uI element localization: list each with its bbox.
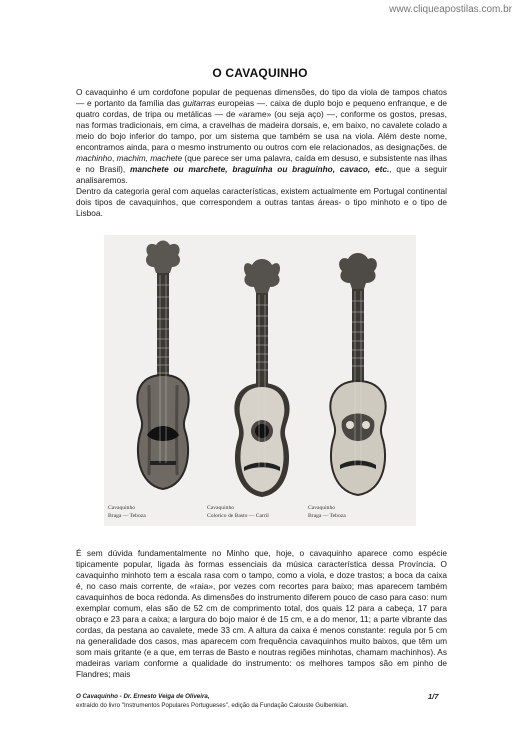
footer-author: O Cavaquinho - Dr. Ernesto Veiga de Oliveira, bbox=[76, 693, 210, 700]
text-run: (que parece ser uma palavra, caída em desuso, e subsistente nas ilhas e no Brasil), bbox=[76, 153, 447, 174]
text-run: O cavaquinho é um cordofone popular de pequenas dimensões, do tipo da viola de tampos chatos — e portanto da família das bbox=[76, 87, 447, 108]
instruments-illustration bbox=[104, 235, 416, 526]
page-number: 1/7 bbox=[428, 692, 439, 701]
cavaquinho-2 bbox=[234, 259, 289, 497]
caption-line: Colorico de Basto — Carril bbox=[207, 512, 269, 519]
caption-line: Braga — Teboza bbox=[308, 512, 346, 519]
italic-term: machim, machete bbox=[116, 153, 183, 163]
footer-source: extraído do livro "Instrumentos Populares Portugueses", edição da Fundação Calouste Gulbenkian. bbox=[76, 702, 349, 709]
site-url[interactable]: www.cliqueapostilas.com.br bbox=[389, 4, 512, 15]
italic-term: guitarras bbox=[182, 98, 216, 108]
caption-line: Cavaquinho bbox=[108, 505, 136, 511]
paragraph-intro bbox=[76, 87, 447, 186]
caption-line: Braga — Teboza bbox=[108, 512, 146, 519]
page-title: O CAVAQUINHO bbox=[212, 66, 308, 80]
photo-caption-1 bbox=[108, 505, 146, 520]
italic-term: machinho bbox=[76, 153, 112, 163]
cavaquinho-1 bbox=[137, 241, 188, 490]
photo-caption-2 bbox=[207, 505, 269, 520]
text-run: europeias —. caixa de duplo bojo e pequeno enfranque, e de quatro cordas, de tripa ou metálicas — de «arame» (ou seja aço) —, conforme os gostos, presas, nas formas tradicionais, em cima, a cravelhas de madeira dorsais, e, em baixo, no cavalete colado a meio do bojo inferior do tampo, por um sistema que também se usa na viola. Além deste nome, encontramos ainda, para o mesmo instrumento ou outros com ele relacionados, as designações. de bbox=[76, 98, 448, 152]
text-run: , que a seguir analisaremos. bbox=[76, 164, 447, 185]
paragraph-types-text: Dentro da categoria geral com aquelas características, existem actualmente em Portugal continental dois tipos de cavaquinhos, que correspondem a outras tantas áreas- o tipo minhoto e o tipo de Lisboa. bbox=[76, 186, 447, 218]
bold-italic-terms: manchete ou marchete, braguinha ou braguinho, cavaco, etc. bbox=[129, 164, 390, 174]
paragraph-types bbox=[76, 186, 447, 219]
caption-line: Cavaquinho bbox=[207, 505, 235, 511]
text-run: , bbox=[111, 153, 117, 163]
photo-caption-3 bbox=[308, 505, 346, 520]
caption-line: Cavaquinho bbox=[308, 505, 336, 511]
paragraph-minho-text: É sem dúvida fundamentalmente no Minho que, hoje, o cavaquinho aparece como espécie tipicamente popular, ligada às formas essenciais da música característica dessa Província. O cavaquinho minhoto tem a escala rasa com o tampo, como a viola, e doze trastos; a boca da caixa é, no caso mais corrente, de «raia», por vezes com recortes para baixo; mas aparecem também cavaquinhos de boca redonda. As dimensões do instrumento diferem pouco de caso para caso: num exemplar comum, elas são de 52 cm de comprimento total, dos quais 12 para a cabeça, 17 para obraço e 23 para a caixa; a largura do bojo maior é de 15 cm, e a do menor, 11; a parte vibrante das cordas, da pestana ao cavalete, mede 33 cm. A altura da caixa é menos constante: regula por 5 cm na generalidade dos casos, mas aparecem com frequência cavaquinhos muito baixos, que têm um som mais gritante (e a que, em terras de Basto e noutras regiões minhotas, chamam machinhos). As madeiras variam conforme a qualidade do instrumento: os melhores tampos são em pinho de Flandres; mais bbox=[76, 548, 447, 679]
paragraph-minho bbox=[76, 548, 447, 680]
cavaquinho-photo bbox=[104, 235, 416, 526]
cavaquinho-3 bbox=[330, 253, 385, 495]
footer-citation bbox=[76, 692, 348, 710]
